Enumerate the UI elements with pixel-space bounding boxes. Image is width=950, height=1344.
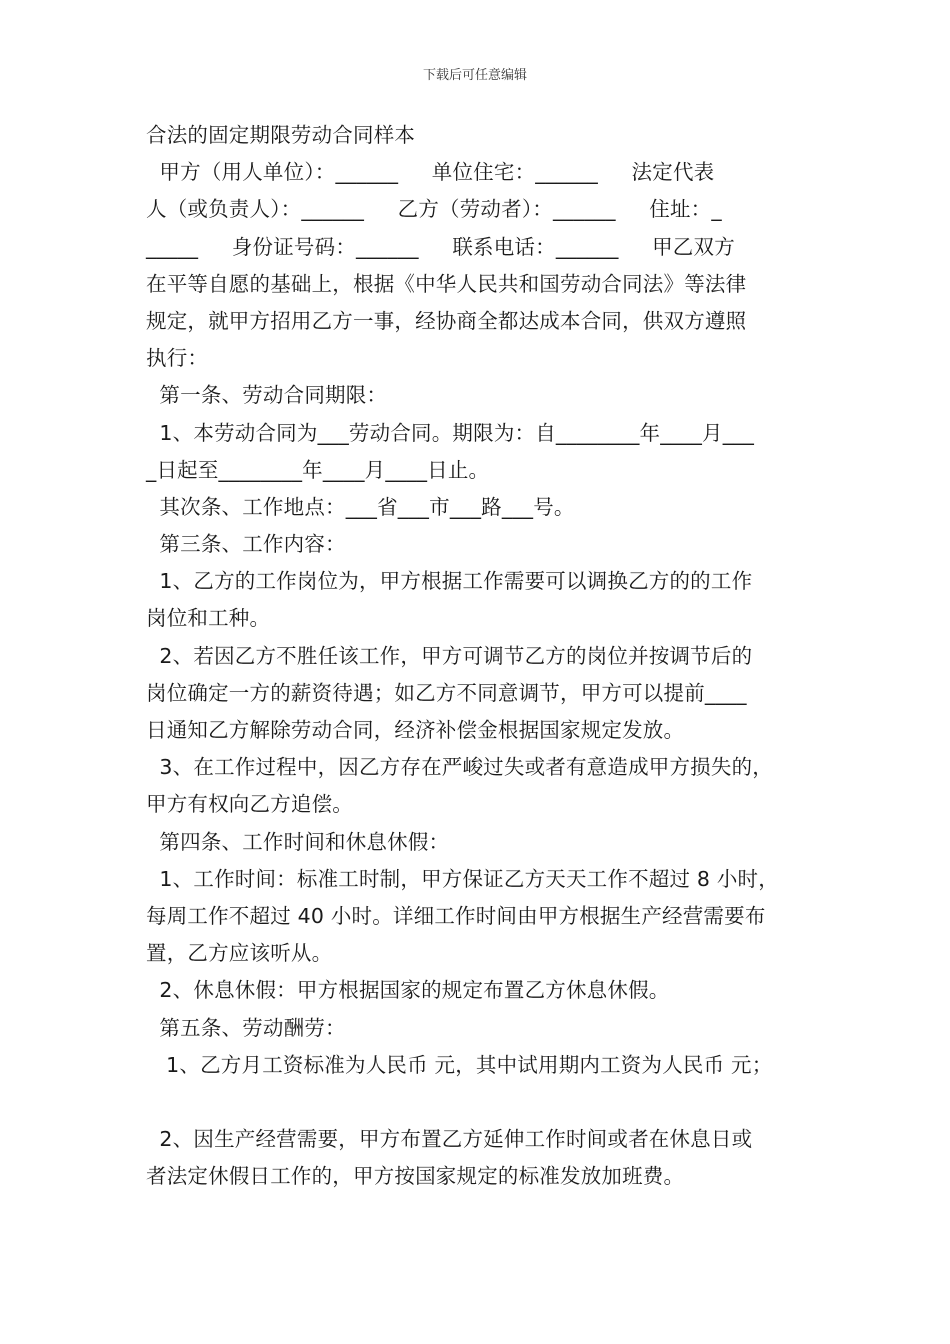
paragraph-line: 规定，就甲方招用乙方一事，经协商全都达成本合同，供双方遵照 — [146, 308, 747, 333]
paragraph-line: _日起至________年____月____日止。 — [146, 457, 490, 482]
document-body — [146, 117, 810, 1195]
paragraph-line: 人（或负责人）：______ 乙方（劳动者）：______ 住址：_ — [146, 197, 722, 222]
paragraph-line: 3、在工作过程中，因乙方存在严峻过失或者有意造成甲方损失的， — [146, 755, 773, 780]
paragraph-line: 1、工作时间：标准工时制，甲方保证乙方天天工作不超过 8 小时， — [146, 866, 779, 891]
paragraph-line: 者法定休假日工作的，甲方按国家规定的标准发放加班费。 — [146, 1164, 685, 1189]
paragraph-line: 甲方（用人单位）：______ 单位住宅：______ 法定代表 — [146, 160, 715, 185]
paragraph-line: 每周工作不超过 40 小时。详细工作时间由甲方根据生产经营需要布 — [146, 903, 766, 928]
section-heading: 第四条、工作时间和休息休假： — [146, 829, 450, 854]
paragraph-line: _____ 身份证号码：______ 联系电话：______ 甲乙双方 — [146, 234, 735, 259]
paragraph-line: 岗位和工种。 — [146, 606, 271, 631]
blank-line — [146, 1084, 810, 1121]
paragraph-line: 1、乙方月工资标准为人民币 元，其中试用期内工资为人民币 元； — [146, 1052, 773, 1077]
page-header: 下载后可任意编辑 — [422, 68, 527, 83]
paragraph-line: 在平等自愿的基础上，根据《中华人民共和国劳动合同法》等法律 — [146, 271, 747, 296]
paragraph-line: 1、本劳动合同为___劳动合同。期限为：自________年____月___ — [146, 420, 755, 445]
paragraph-line: 日通知乙方解除劳动合同，经济补偿金根据国家规定发放。 — [146, 718, 685, 742]
paragraph-line: 1、乙方的工作岗位为，甲方根据工作需要可以调换乙方的的工作 — [146, 569, 753, 594]
section-heading: 第三条、工作内容： — [146, 532, 346, 557]
document-title: 合法的固定期限劳动合同样本 — [146, 123, 416, 147]
paragraph-line: 2、若因乙方不胜任该工作，甲方可调节乙方的岗位并按调节后的 — [146, 643, 753, 668]
paragraph-line: 置，乙方应该听从。 — [146, 941, 333, 966]
section-heading: 其次条、工作地点：___省___市___路___号。 — [146, 494, 575, 519]
paragraph-line: 岗位确定一方的薪资待遇；如乙方不同意调节，甲方可以提前____ — [146, 680, 747, 705]
paragraph-line: 2、休息休假：甲方根据国家的规定布置乙方休息休假。 — [146, 978, 670, 1003]
section-heading: 第五条、劳动酬劳： — [146, 1015, 346, 1040]
paragraph-line: 2、因生产经营需要，甲方布置乙方延伸工作时间或者在休息日或 — [146, 1127, 753, 1152]
paragraph-line: 甲方有权向乙方追偿。 — [146, 792, 353, 817]
section-heading: 第一条、劳动合同期限： — [146, 383, 388, 408]
paragraph-line: 执行： — [146, 346, 209, 371]
